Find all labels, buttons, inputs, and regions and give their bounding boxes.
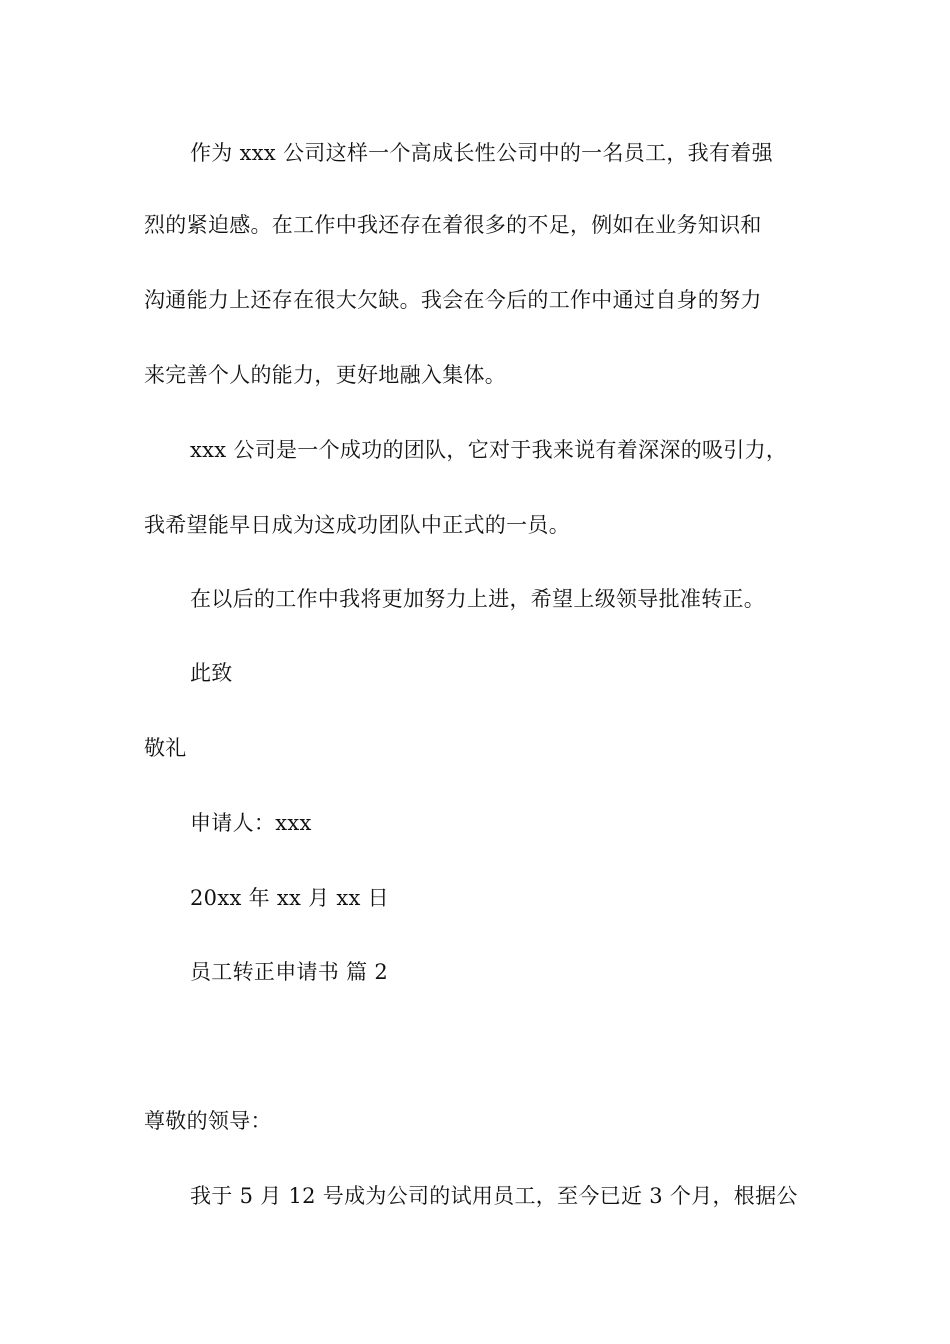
paragraph-line: 我希望能早日成为这成功团队中正式的一员。: [144, 513, 570, 537]
paragraph-line: 在以后的工作中我将更加努力上进，希望上级领导批准转正。: [190, 587, 766, 611]
paragraph-line: 作为 xxx 公司这样一个高成长性公司中的一名员工，我有着强: [190, 141, 773, 165]
paragraph-line: 烈的紧迫感。在工作中我还存在着很多的不足，例如在业务知识和: [144, 213, 762, 237]
applicant-signature: 申请人：xxx: [190, 811, 312, 835]
paragraph-line: 沟通能力上还存在很大欠缺。我会在今后的工作中通过自身的努力: [144, 288, 762, 312]
closing-salutation: 此致: [190, 661, 233, 685]
section-heading: 员工转正申请书 篇 2: [190, 960, 389, 984]
date-line: 20xx 年 xx 月 xx 日: [190, 886, 389, 910]
paragraph-line: 我于 5 月 12 号成为公司的试用员工，至今已近 3 个月，根据公: [190, 1184, 798, 1208]
closing-respect: 敬礼: [144, 736, 187, 760]
paragraph-line: 来完善个人的能力，更好地融入集体。: [144, 363, 507, 387]
letter-greeting: 尊敬的领导：: [144, 1109, 272, 1133]
paragraph-line: xxx 公司是一个成功的团队，它对于我来说有着深深的吸引力，: [190, 438, 788, 462]
